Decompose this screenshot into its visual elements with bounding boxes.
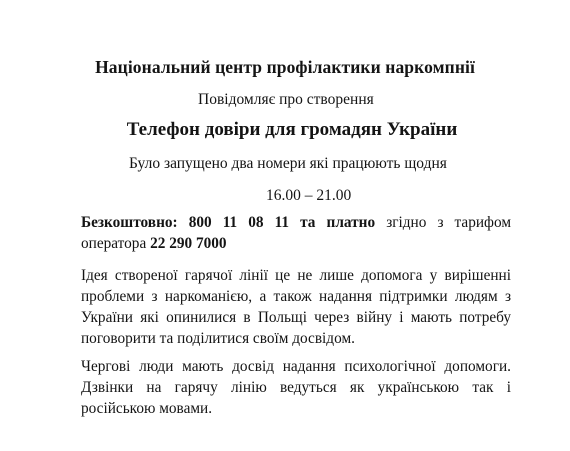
announce-line: Повідомляє про створення	[198, 91, 374, 108]
launched-line: Було запущено два номери які працюють щодня	[129, 155, 447, 172]
paid-label: платно	[326, 214, 376, 231]
paid-number: 22 290 7000	[150, 235, 227, 252]
tariff-text: згідно з тарифом оператора	[81, 214, 511, 252]
paragraph-staff: Чергові люди мають досвід надання психологічної допомоги. Дзвінки на гарячу лінію ведуться як українською так і російською мовами.	[81, 358, 511, 417]
hours-line: 16.00 – 21.00	[266, 187, 352, 204]
free-label: Безкоштовно:	[81, 214, 178, 231]
and-word: та	[300, 214, 316, 231]
paragraph-purpose: Ідея створеної гарячої лінії це не лише допомога у вирішенні проблеми з наркоманією, а також надання підтримки людям з України які опинилися в Польщі через війну і мають потребу поговорити та поділитися своїм досвідом.	[81, 267, 511, 347]
document-subtitle: Телефон довіри для громадян України	[126, 119, 458, 140]
phone-numbers-paragraph	[81, 212, 511, 254]
free-number: 800 11 08 11	[188, 214, 290, 231]
document-title: Національний центр профілактики наркомпнії	[95, 57, 475, 77]
